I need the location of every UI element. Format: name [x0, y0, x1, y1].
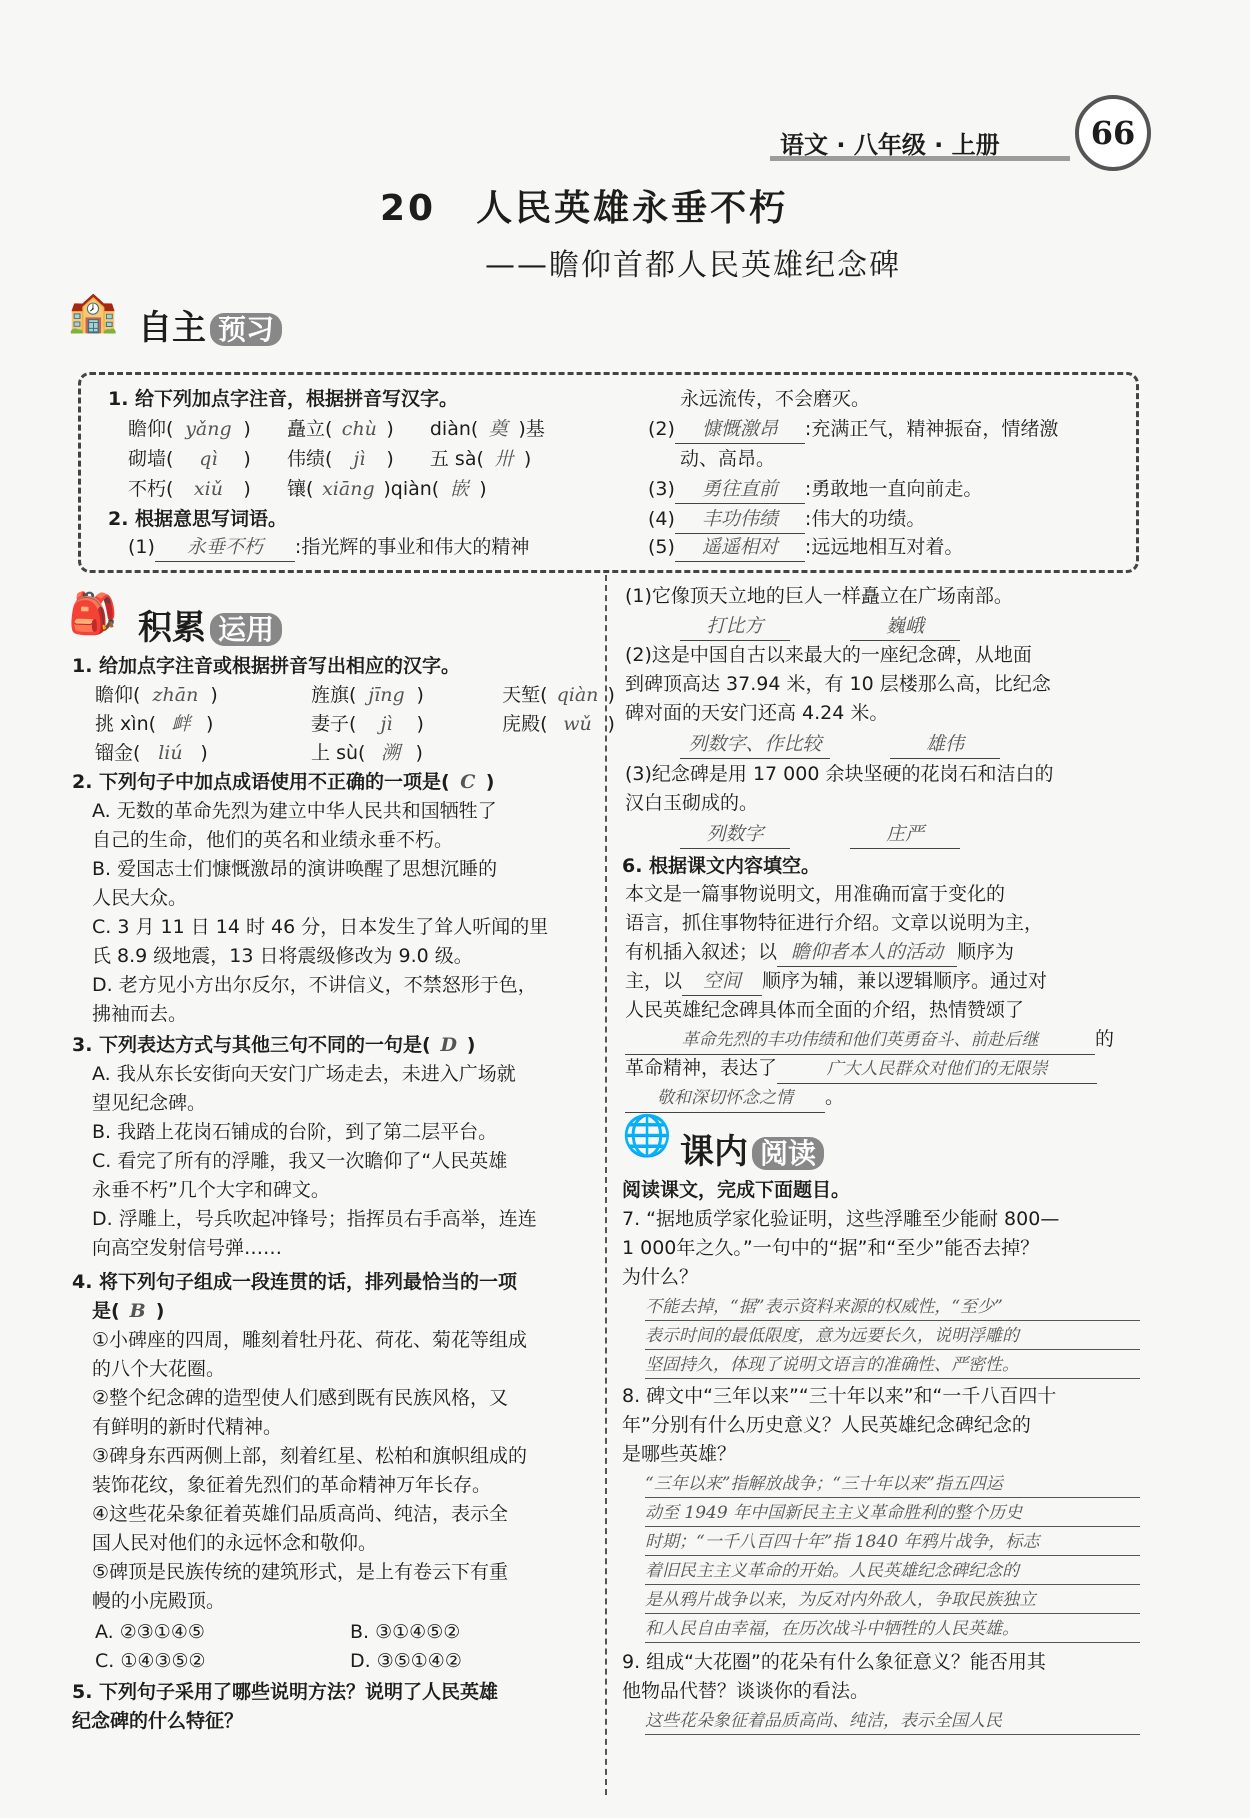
practice-q3-opt: A. 我从东长安街向天安门广场走去，未进入广场就 [92, 1063, 516, 1085]
reading-q7-answer: 不能去掉，“据”表示资料来源的权威性，“至少” [645, 1292, 1140, 1321]
preview-q2-3: (3) 勇往直前 :勇敢地一直向前走。 [648, 475, 982, 504]
preview-row1: 瞻仰( yǎng ) 矗立( chù ) diàn( 奠 )基 [128, 418, 545, 440]
practice-q1-row2: 挑 xìn( 衅 ) 妻子( jì ) 庑殿( wǔ ) [95, 713, 615, 735]
practice-q5-2-ans: 列数字、作比较 雄伟 [680, 730, 1000, 759]
reading-q8-answer: 动至 1949 年中国新民主主义革命胜利的整个历史 [645, 1498, 1140, 1527]
reading-q8-answer: 和人民自由幸福，在历次战斗中牺牲的人民英雄。 [645, 1614, 1140, 1643]
reading-q8-answer: “三年以来”指解放战争；“三十年以来”指五四运 [645, 1469, 1140, 1498]
reading-q7: 7. “据地质学家化验证明，这些浮雕至少能耐 800— [622, 1208, 1060, 1230]
practice-q2-opt: C. 3 月 11 日 14 时 46 分，日本发生了耸人听闻的里 [92, 916, 549, 938]
reading-q9-answer: 这些花朵象征着品质高尚、纯洁，表示全国人民 [645, 1706, 1140, 1735]
practice-q3: 3. 下列表达方式与其他三句不同的一句是( D ) [72, 1034, 476, 1056]
preview-q2: 2. 根据意思写词语。 [108, 508, 288, 530]
practice-q6-line: 敬和深切怀念之情 。 [625, 1083, 844, 1113]
page-title: 20 人民英雄永垂不朽 [380, 188, 789, 229]
practice-q2-opt: D. 老方见小方出尔反尔，不讲信义，不禁怒形于色， [92, 974, 537, 996]
practice-q5-1-ans: 打比方 巍峨 [680, 612, 960, 641]
school-icon: 🏫 [68, 289, 118, 335]
practice-q5-1: (1)它像顶天立地的巨人一样矗立在广场南部。 [625, 585, 1013, 607]
practice-q3-opt: 望见纪念碑。 [92, 1092, 207, 1114]
practice-q4-item: ②整个纪念碑的造型使人们感到既有民族风格，又 [92, 1387, 509, 1409]
practice-q5: 5. 下列句子采用了哪些说明方法？说明了人民英雄 [72, 1681, 499, 1703]
preview-q2-2: (2) 慷慨激昂 :充满正气，精神振奋，情绪激 [648, 415, 1058, 444]
practice-q4-opt-d: D. ③⑤①④② [350, 1650, 462, 1672]
practice-q4-item: 幔的小庑殿顶。 [92, 1590, 226, 1612]
practice-q4-item: ③碑身东西两侧上部，刻着红星、松柏和旗帜组成的 [92, 1445, 528, 1467]
reading-q8-answer: 时期；“一千八百四十年”指 1840 年鸦片战争，标志 [645, 1527, 1140, 1556]
practice-q4-b: 是( B ) [92, 1300, 165, 1322]
section-practice-title: 积累 运用 [138, 600, 282, 649]
practice-q5-2: 碑对面的天安门还高 4.24 米。 [625, 702, 889, 724]
reading-q8-answer: 是从鸦片战争以来，为反对内外敌人，争取民族独立 [645, 1585, 1140, 1614]
preview-row2: 砌墙( qì ) 伟绩( jì ) 五 sà( 卅 ) [128, 448, 532, 470]
practice-q6-line: 革命精神，表达了 广大人民群众对他们的无限崇 [625, 1054, 1097, 1084]
reading-q7: 为什么？ [622, 1266, 699, 1288]
practice-q5-3-ans: 列数字 庄严 [680, 820, 960, 849]
preview-q2-1-cont: 永远流传，不会磨灭。 [680, 388, 871, 410]
reading-intro: 阅读课文，完成下面题目。 [622, 1179, 851, 1201]
practice-q6-line: 主，以 空间 顺序为辅，兼以逻辑顺序。通过对 [625, 967, 1047, 996]
practice-q4-opt-a: A. ②③①④⑤ [95, 1621, 205, 1643]
practice-q4: 4. 将下列句子组成一段连贯的话，排列最恰当的一项 [72, 1271, 518, 1293]
backpack-icon: 🎒 [68, 591, 118, 637]
reading-q9: 9. 组成“大花圈”的花朵有什么象征意义？能否用其 [622, 1651, 1046, 1673]
practice-q4-item: 装饰花纹，象征着先烈们的革命精神万年长存。 [92, 1474, 492, 1496]
practice-q2-opt: A. 无数的革命先烈为建立中华人民共和国牺牲了 [92, 800, 497, 822]
preview-row3: 不朽( xiǔ ) 镶( xiāng )qiàn( 嵌 ) [128, 478, 487, 500]
reading-q8-answer: 着旧民主主义革命的开始。人民英雄纪念碑纪念的 [645, 1556, 1140, 1585]
practice-q2-opt: B. 爱国志士们慷慨激昂的演讲唤醒了思想沉睡的 [92, 858, 498, 880]
reading-q8: 8. 碑文中“三年以来”“三十年以来”和“一千八百四十 [622, 1385, 1057, 1407]
section-preview-title: 自主 预习 [138, 300, 282, 349]
practice-q6-line: 革命先烈的丰功伟绩和他们英勇奋斗、前赴后继 的 [625, 1025, 1114, 1055]
practice-q1: 1. 给加点字注音或根据拼音写出相应的汉字。 [72, 655, 461, 677]
practice-q4-item: ④这些花朵象征着英雄们品质高尚、纯洁，表示全 [92, 1503, 509, 1525]
practice-q1-row3: 镏金( liú ) 上 sù( 溯 ) [95, 742, 423, 764]
page-number: 66 [1075, 95, 1151, 171]
practice-q2-opt: 人民大众。 [92, 887, 188, 909]
practice-q6: 6. 根据课文内容填空。 [622, 855, 821, 877]
practice-q2-opt: 自己的生命，他们的英名和业绩永垂不朽。 [92, 829, 454, 851]
practice-q6-line: 有机插入叙述；以 瞻仰者本人的活动 顺序为 [625, 938, 1014, 967]
reading-q8: 是哪些英雄？ [622, 1443, 737, 1465]
practice-q6-line: 人民英雄纪念碑具体而全面的介绍，热情赞颂了 [625, 999, 1025, 1021]
practice-q5-2: 到碑顶高达 37.94 米，有 10 层楼那么高，比纪念 [625, 673, 1051, 695]
practice-q4-opt-c: C. ①④③⑤② [95, 1650, 206, 1672]
practice-q2-opt: 氏 8.9 级地震，13 日将震级修改为 9.0 级。 [92, 945, 473, 967]
practice-q3-opt: B. 我踏上花岗石铺成的台阶，到了第二层平台。 [92, 1121, 498, 1143]
preview-q2-5: (5) 遥遥相对 :远远地相互对着。 [648, 533, 963, 562]
practice-q4-item: ①小碑座的四周，雕刻着牡丹花、荷花、菊花等组成 [92, 1329, 528, 1351]
practice-q1-row1: 瞻仰( zhān ) 旌旗( jīng ) 天堑( qiàn ) [95, 684, 615, 706]
preview-q2-1: (1) 永垂不朽 :指光辉的事业和伟大的精神 [128, 533, 529, 562]
subject-label: 语文 · 八年级 · 上册 [780, 131, 1000, 159]
practice-q4-item: 的八个大花圈。 [92, 1358, 226, 1380]
practice-q2: 2. 下列句子中加点成语使用不正确的一项是( C ) [72, 771, 495, 793]
practice-q4-opt-b: B. ③①④⑤② [350, 1621, 461, 1643]
reading-q7-answer: 坚固持久，体现了说明文语言的准确性、严密性。 [645, 1350, 1140, 1379]
column-divider [605, 575, 607, 1795]
practice-q5-b: 纪念碑的什么特征？ [72, 1710, 244, 1732]
practice-q5-2: (2)这是中国自古以来最大的一座纪念碑，从地面 [625, 644, 1032, 666]
practice-q2-opt: 拂袖而去。 [92, 1003, 188, 1025]
practice-q3-opt: C. 看完了所有的浮雕，我又一次瞻仰了“人民英雄 [92, 1150, 508, 1172]
practice-q5-3: 汉白玉砌成的。 [625, 792, 759, 814]
page-subtitle: ——瞻仰首都人民英雄纪念碑 [485, 248, 901, 283]
practice-q3-opt: 向高空发射信号弹…… [92, 1237, 283, 1259]
reading-q8: 年”分别有什么历史意义？人民英雄纪念碑纪念的 [622, 1414, 1031, 1436]
reading-q7: 1 000年之久。”一句中的“据”和“至少”能否去掉？ [622, 1237, 1040, 1259]
practice-q4-item: 有鲜明的新时代精神。 [92, 1416, 283, 1438]
globe-icon: 🌐 [622, 1113, 672, 1159]
practice-q4-item: ⑤碑顶是民族传统的建筑形式，是上有卷云下有重 [92, 1561, 509, 1583]
preview-q2-2-cont: 动、高昂。 [680, 448, 776, 470]
reading-q9: 他物品代替？谈谈你的看法。 [622, 1680, 870, 1702]
practice-q4-item: 国人民对他们的永远怀念和敬仰。 [92, 1532, 378, 1554]
practice-q3-opt: D. 浮雕上，号兵吹起冲锋号；指挥员右手高举，连连 [92, 1208, 537, 1230]
practice-q3-opt: 永垂不朽”几个大字和碑文。 [92, 1179, 330, 1201]
practice-q6-line: 语言，抓住事物特征进行介绍。文章以说明为主， [625, 912, 1044, 934]
practice-q6-line: 本文是一篇事物说明文，用准确而富于变化的 [625, 883, 1006, 905]
preview-q1: 1. 给下列加点字注音，根据拼音写汉字。 [108, 388, 459, 410]
preview-q2-4: (4) 丰功伟绩 :伟大的功绩。 [648, 505, 925, 534]
reading-q7-answer: 表示时间的最低限度，意为远要长久，说明浮雕的 [645, 1321, 1140, 1350]
practice-q5-3: (3)纪念碑是用 17 000 余块坚硬的花岗石和洁白的 [625, 763, 1054, 785]
section-reading-title: 课内 阅读 [680, 1124, 824, 1173]
